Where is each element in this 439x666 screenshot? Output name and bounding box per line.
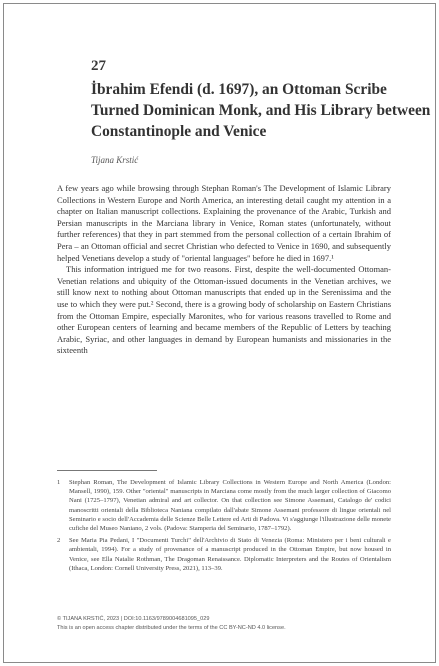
body-text	[57, 183, 391, 357]
footnote	[57, 536, 391, 573]
page-footer	[57, 615, 391, 633]
license-line: This is an open access chapter distributed under the terms of the CC BY-NC-ND 4.0 license.	[57, 625, 286, 631]
footnote-number: 2	[57, 537, 61, 545]
chapter-title-line: İbrahim Efendi (d. 1697), an Ottoman Scribe	[91, 81, 387, 98]
copyright-line: © TIJANA KRSTIĆ, 2023 | DOI:10.1163/9789004681095_029	[57, 616, 210, 622]
footnote-text: Stephan Roman, The Development of Islamic Library Collections in Western Europe and North America (London: Mansell, 1990), 159. Other "oriental" manuscripts in Marciana come mostly from the much larger collection of Giacomo Nani (1725–1797), Venetian admiral and art collector. On that collection see Simone Assemani, Catalogo de' codici manoscritti orientali della Biblioteca Naniana compilato dall'abate Simone Assemani professore di lingue orientali nel Seminario e socio dell'Accademia delle Scienze Belle Lettere ed Arti di Padova. Vi s'aggiunge l'illustrazione delle monete cufiche del Museo Naniano, 2 vols. (Padova: Stamperia del Seminario, 1787–1792).	[69, 479, 391, 533]
chapter-number: 27	[91, 58, 106, 74]
footnote	[57, 478, 391, 533]
chapter-author: Tijana Krstić	[91, 155, 139, 165]
footnote-divider	[57, 470, 157, 471]
chapter-title	[91, 79, 431, 142]
footnote-text: See Maria Pia Pedani, I "Documenti Turchi" dell'Archivio di Stato di Venezia (Roma: Ministero per i beni culturali e ambientali, 1994). For a study of provenance of a manuscript produced in the Ottoman Empire, but now housed in Venice, see Ella Natalie Rothman, The Dragoman Renaissance. Diplomatic Interpreters and the Routes of Orientalism (Ithaca, London: Cornell University Press, 2021), 113–39.	[69, 537, 391, 572]
footnotes	[57, 478, 391, 576]
footnote-number: 1	[57, 479, 61, 486]
book-page	[57, 0, 431, 666]
body-paragraph: This information intrigued me for two reasons. First, despite the well-documented Ottoman-Venetian relations and ubiquity of the Ottoman-issued documents in the Venetian archives, we still know next to nothing about Ottoman manuscripts that ended up in the Serenissima and the use to which they were put.² Second, there is a growing body of scholarship on Eastern Christians from the Ottoman Empire, especially Maronites, who for various reasons travelled to Rome and other European centers of learning and became members of the Republic of Letters by teaching Arabic, Syriac, and other languages in demand by European humanists and missionaries in the sixteenth	[57, 264, 391, 356]
chapter-title-line: Constantinople and Venice	[91, 123, 267, 140]
body-paragraph: A few years ago while browsing through Stephan Roman's The Development of Islamic Library Collections in Western Europe and North America, an interesting detail caught my attention in a chapter on Italian manuscript collections. Explaining the provenance of the Arabic, Turkish and Persian manuscripts in the Marciana library in Venice, Roman states (unfortunately, without further references) that they in part stemmed from the personal collection of a certain Ibrahim of Pera – an Ottoman official and secret Christian who defected to Venice in 1690, and subsequently helped Venetians develop a study of "oriental languages" before he died in 1697.¹	[57, 183, 391, 263]
chapter-title-line: Turned Dominican Monk, and His Library between	[91, 102, 431, 119]
